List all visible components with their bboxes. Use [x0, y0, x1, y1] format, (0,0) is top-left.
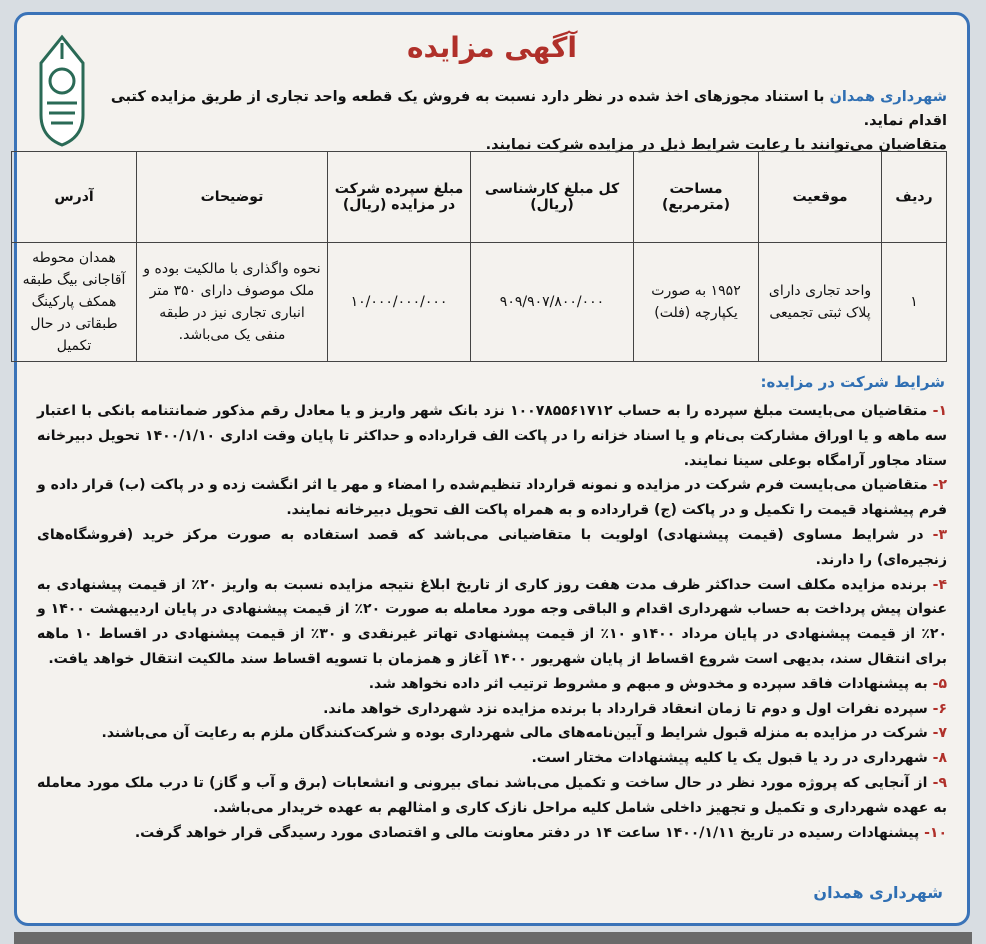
conditions-title: شرایط شرکت در مزایده: [760, 373, 945, 391]
condition-item [37, 672, 947, 697]
condition-item [37, 473, 947, 523]
condition-text: شرکت در مزایده به منزله قبول شرایط و آیین‌نامه‌های مالی شهرداری بوده و شرکت‌کنندگان ملزم به رعایت آن می‌باشند. [101, 725, 933, 742]
cell-deposit: ۱۰/۰۰۰/۰۰۰/۰۰۰ [328, 243, 471, 362]
condition-number: ۷- [932, 725, 947, 742]
conditions-list [37, 399, 947, 845]
table-row [12, 243, 947, 362]
cell-expert-price: ۹۰۹/۹۰۷/۸۰۰/۰۰۰ [471, 243, 634, 362]
condition-text: شهرداری در رد یا قبول یک یا کلیه پیشنهادات مختار است. [531, 750, 933, 767]
header-location: موقعیت [759, 152, 882, 243]
condition-number: ۴- [932, 576, 947, 593]
condition-item [37, 573, 947, 672]
condition-item [37, 821, 947, 846]
cell-area: ۱۹۵۲ به صورت یکپارچه (فلت) [634, 243, 759, 362]
condition-text: در شرایط مساوی (قیمت پیشنهادی) اولویت با متقاضیانی می‌باشد که قصد استفاده به صورت مرکز خرید (فروشگاه‌های زنجیره‌ای) را دارند. [37, 526, 947, 568]
condition-item [37, 523, 947, 573]
header-expert-price: کل مبلغ کارشناسی (ریال) [471, 152, 634, 243]
header-description: توضیحات [137, 152, 328, 243]
condition-number: ۵- [932, 675, 947, 692]
cell-address: همدان محوطه آقاجانی بیگ طبقه همکف پارکینگ طبقاتی در حال تکمیل [12, 243, 137, 362]
footer-signature: شهرداری همدان [813, 883, 943, 902]
table-header-row [12, 152, 947, 243]
condition-number: ۶- [932, 700, 947, 717]
condition-text: سپرده نفرات اول و دوم تا زمان انعقاد قرارداد با برنده مزایده نزد شهرداری خواهد ماند. [323, 700, 933, 717]
intro-line-2: متقاضیان می‌توانند با رعایت شرایط ذیل در مزایده شرکت نمایند. [485, 137, 947, 153]
notice-frame [14, 12, 970, 926]
condition-number: ۸- [932, 750, 947, 767]
condition-text: از آنجایی که پروژه مورد نظر در حال ساخت و تکمیل می‌باشد نمای بیرونی و انشعابات (برق و آب و گاز) تا درب ملک مورد معامله به عهده شهرداری و تکمیل و تجهیز داخلی شامل کلیه مراحل نازک کاری و امثالهم به عهده خریدار می‌باشد. [37, 774, 947, 816]
header-index: ردیف [882, 152, 947, 243]
intro-brand: شهرداری همدان [829, 89, 947, 105]
header-address: آدرس [12, 152, 137, 243]
condition-text: متقاضیان می‌بایست مبلغ سپرده را به حساب ۱۰۰۷۸۵۵۶۱۷۱۲ نزد بانک شهر واریز و یا معادل رقم مذکور ضمانتنامه بانکی با اعتبار سه ماهه و یا اوراق مشارکت بی‌نام و یا اسناد خزانه را در پاکت الف قرارداده و حداکثر تا پایان وقت اداری ۱۴۰۰/۱/۱۰ تحویل دبیرخانه ستاد مجاور آرامگاه بوعلی سینا نمایند. [37, 403, 947, 469]
bottom-edge [14, 932, 972, 944]
condition-number: ۹- [932, 774, 947, 791]
cell-location: واحد تجاری دارای پلاک ثبتی تجمیعی [759, 243, 882, 362]
notice-title: آگهی مزایده [406, 31, 577, 64]
auction-table [11, 151, 947, 362]
condition-text: متقاضیان می‌بایست فرم شرکت در مزایده و نمونه قرارداد تنظیم‌شده را امضاء و مهر یا اثر انگشت زده و در پاکت (ب) قرار داده و فرم پیشنهاد قیمت را تکمیل و در پاکت (ج) قرارداده و به همراه پاکت الف تحویل دبیرخانه نمایند. [37, 477, 947, 519]
condition-number: ۳- [932, 526, 947, 543]
condition-item [37, 746, 947, 771]
cell-description: نحوه واگذاری با مالکیت بوده و ملک موصوف دارای ۳۵۰ متر انباری تجاری نیز در طبقه منفی یک می‌باشد. [137, 243, 328, 362]
notice-intro [107, 85, 947, 157]
condition-item [37, 721, 947, 746]
cell-index: ۱ [882, 243, 947, 362]
condition-number: ۱- [932, 403, 947, 419]
condition-item [37, 399, 947, 473]
header-deposit: مبلغ سپرده شرکت در مزایده (ریال) [328, 152, 471, 243]
condition-text: برنده مزایده مکلف است حداکثر ظرف مدت هفت روز کاری از تاریخ ابلاغ نتیجه مزایده نسبت به واریز ۲۰٪ از قیمت پیشنهادی به عنوان پیش پرداخت به حساب شهرداری اقدام و الباقی وجه مورد معامله به صورت ۲۰٪ از قیمت پیشنهادی در پایان اردیبهشت ۱۴۰۰ و ۲۰٪ از قیمت پیشنهادی در پایان مرداد ۱۴۰۰و ۱۰٪ از قیمت پیشنهادی تهاتر غیرنقدی و ۳۰٪ از قیمت پیشنهادی در اقساط ۱۰ ماهه برای انتقال سند، بدیهی است شروع اقساط از پایان شهریور ۱۴۰۰ آغاز و همزمان با تسویه اقساط سند مالکیت انتقال خواهد یافت. [37, 576, 948, 667]
condition-number: ۱۰- [924, 824, 947, 841]
condition-text: به پیشنهادات فاقد سپرده و مخدوش و مبهم و مشروط ترتیب اثر داده نخواهد شد. [368, 675, 933, 692]
condition-item [37, 697, 947, 722]
condition-item [37, 771, 947, 821]
condition-text: پیشنهادات رسیده در تاریخ ۱۴۰۰/۱/۱۱ ساعت ۱۴ در دفتر معاونت مالی و اقتصادی مورد رسیدگی قرار خواهد گرفت. [134, 824, 925, 841]
header-area: مساحت (مترمربع) [634, 152, 759, 243]
condition-number: ۲- [932, 477, 947, 494]
intro-text: با استناد مجوزهای اخذ شده در نظر دارد نسبت به فروش یک قطعه واحد تجاری از طریق مزایده کتبی اقدام نماید. [110, 89, 947, 129]
